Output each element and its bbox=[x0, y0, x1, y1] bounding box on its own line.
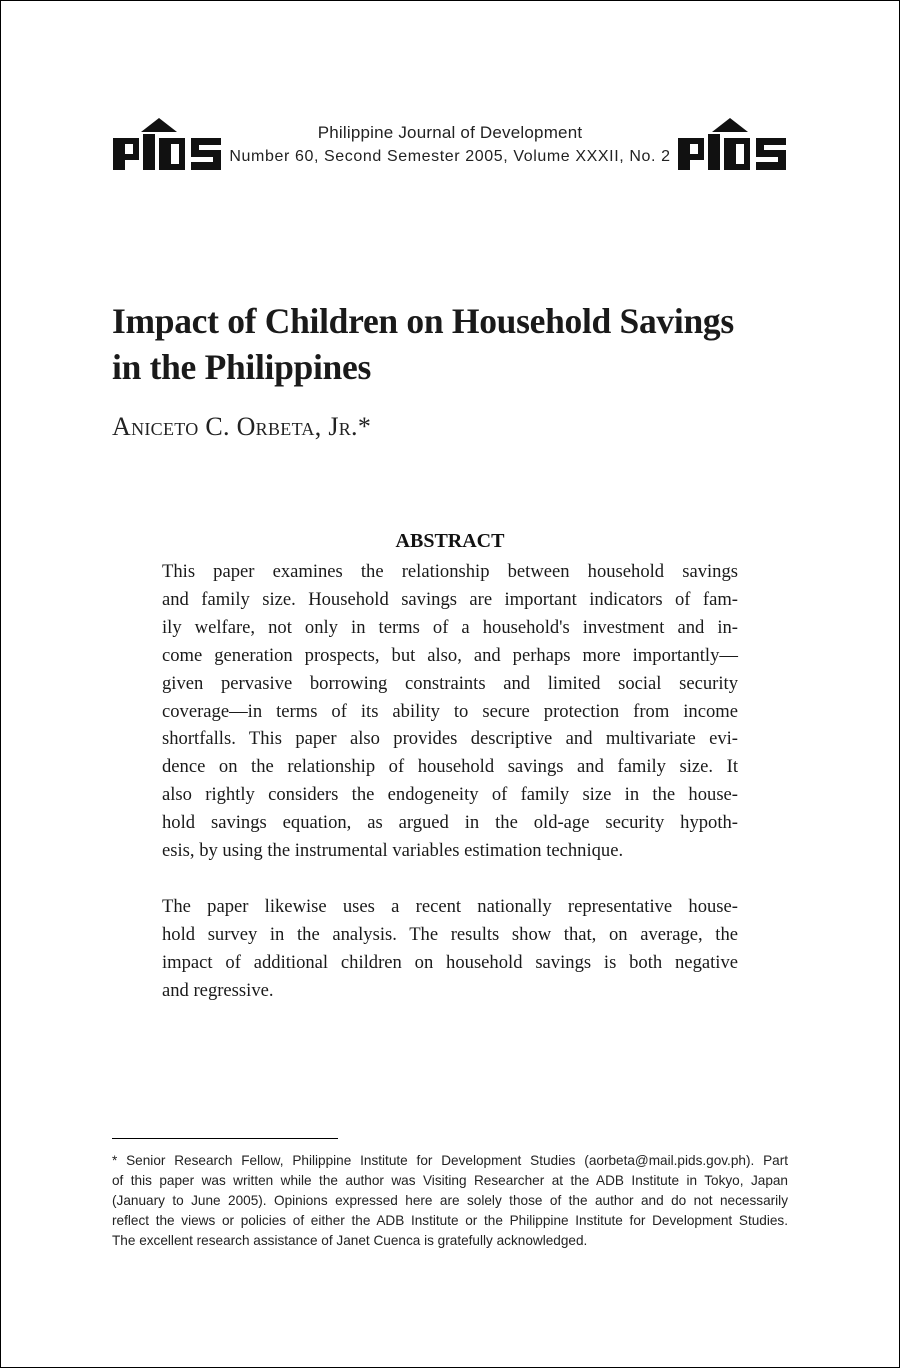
abstract-line: coverage—in terms of its ability to secure protection from income bbox=[162, 700, 738, 722]
pids-logo-right bbox=[678, 118, 788, 172]
footnote-line: reflect the views or policies of either the ADB Institute or the Philippine Institute for Development Studies. bbox=[112, 1213, 788, 1228]
abstract-paragraph-2 bbox=[162, 893, 738, 1005]
paper-title bbox=[112, 298, 812, 390]
abstract-line: shortfalls. This paper also provides descriptive and multivariate evi- bbox=[162, 728, 738, 750]
footnote-line: of this paper was written while the author was Visiting Researcher at the ADB Institute in Tokyo, Japan bbox=[112, 1173, 788, 1188]
abstract-line: hold survey in the analysis. The results show that, on average, the bbox=[162, 923, 738, 945]
abstract-line: and regressive. bbox=[162, 979, 274, 1001]
abstract-line: hold savings equation, as argued in the old-age security hypoth- bbox=[162, 812, 738, 834]
journal-header bbox=[222, 122, 678, 170]
abstract-paragraph-1 bbox=[162, 558, 738, 865]
abstract-line: The paper likewise uses a recent nationally representative house- bbox=[162, 895, 738, 917]
title-line-1: Impact of Children on Household Savings bbox=[112, 301, 734, 341]
journal-issue: Number 60, Second Semester 2005, Volume XXXII, No. 2 bbox=[229, 148, 671, 165]
footnote-line: (January to June 2005). Opinions expressed here are solely those of the author and do not necessarily bbox=[112, 1193, 788, 1208]
title-line-2: in the Philippines bbox=[112, 347, 371, 387]
abstract-line: esis, by using the instrumental variables estimation technique. bbox=[162, 840, 624, 862]
abstract-line: and family size. Household savings are important indicators of fam- bbox=[162, 588, 738, 610]
abstract-line: ily welfare, not only in terms of a household's investment and in- bbox=[162, 616, 738, 638]
abstract-line: also rightly considers the endogeneity of family size in the house- bbox=[162, 784, 738, 806]
abstract-line: come generation prospects, but also, and perhaps more importantly— bbox=[162, 644, 738, 666]
pids-logo-icon bbox=[678, 118, 788, 172]
abstract-line: This paper examines the relationship between household savings bbox=[162, 561, 738, 582]
pids-logo-left bbox=[113, 118, 223, 172]
author-name: Aniceto C. Orbeta, Jr.* bbox=[112, 412, 372, 441]
abstract-line: dence on the relationship of household savings and family size. It bbox=[162, 756, 738, 778]
abstract-heading: ABSTRACT bbox=[395, 530, 505, 552]
footnote-line: The excellent research assistance of Janet Cuenca is gratefully acknowledged. bbox=[112, 1233, 588, 1248]
journal-name: Philippine Journal of Development bbox=[317, 123, 583, 142]
footnote-divider bbox=[112, 1138, 338, 1139]
author-footnote bbox=[112, 1151, 788, 1251]
pids-logo-icon bbox=[113, 118, 223, 172]
footnote-line: * Senior Research Fellow, Philippine Institute for Development Studies (aorbeta@mail.pids.gov.ph). Part bbox=[112, 1153, 788, 1168]
abstract-body bbox=[162, 558, 738, 1032]
abstract-line: impact of additional children on household savings is both negative bbox=[162, 951, 738, 973]
abstract-line: given pervasive borrowing constraints and limited social security bbox=[162, 672, 738, 694]
